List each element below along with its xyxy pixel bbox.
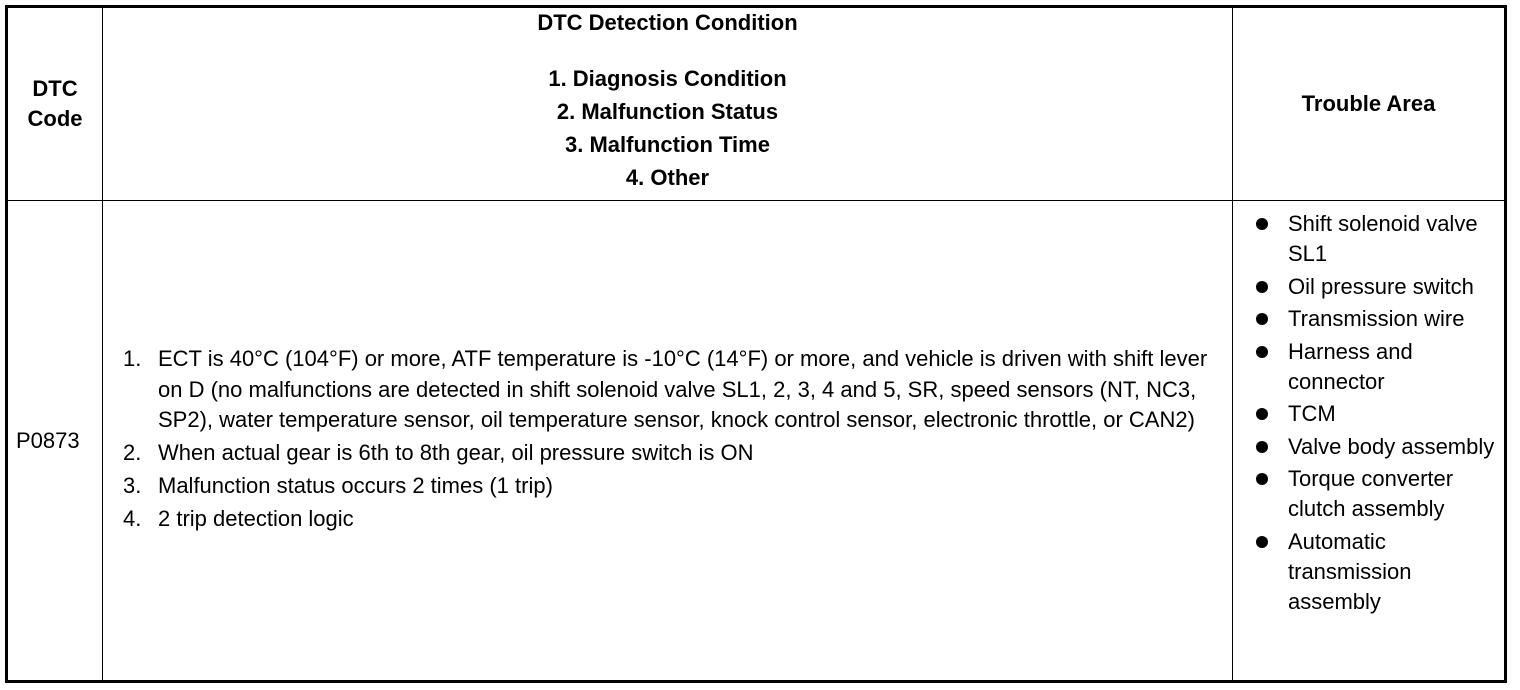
legend-item: 2. Malfunction Status	[556, 99, 779, 124]
trouble-area-text: Oil pressure switch	[1288, 273, 1474, 299]
condition-list	[103, 344, 1232, 535]
list-item	[1251, 304, 1504, 334]
trouble-area-list	[1233, 209, 1504, 617]
detection-condition-header	[103, 7, 1233, 201]
condition-number: 2.	[123, 440, 142, 465]
condition-item	[123, 471, 1224, 502]
condition-text: ECT is 40°C (104°F) or more, ATF temperature is -10°C (14°F) or more, and vehicle is driven with shift lever on D (no malfunctions are detected in shift solenoid valve SL1, 2, 3, 4 and 5, SR, speed sensors (NT, NC3, SP2), water temperature sensor, oil temperature sensor, knock control sensor, electronic throttle, or CAN2)	[158, 346, 1208, 432]
bullet-icon	[1251, 432, 1288, 462]
bullet-icon	[1251, 399, 1288, 429]
bullet-icon	[1251, 527, 1288, 617]
trouble-area-cell	[1233, 201, 1506, 682]
trouble-area-text: Transmission wire	[1288, 306, 1465, 331]
detection-condition-title: DTC Detection Condition	[537, 10, 798, 35]
trouble-area-text: Automatic transmission assembly	[1288, 528, 1412, 614]
bullet-icon	[1251, 209, 1288, 269]
legend-item: 4. Other	[625, 165, 710, 190]
trouble-area-header: Trouble Area	[1233, 7, 1506, 201]
dtc-code-header-line1: DTC	[32, 76, 78, 101]
list-item	[1251, 337, 1504, 397]
trouble-area-text: Harness and connector	[1288, 338, 1413, 394]
condition-text: Malfunction status occurs 2 times (1 trip)	[158, 473, 553, 498]
detection-condition-legend	[103, 62, 1232, 194]
detection-condition-cell	[103, 201, 1233, 682]
list-item	[1251, 399, 1504, 429]
trouble-area-text: Shift solenoid valve SL1	[1288, 211, 1478, 266]
header-row	[7, 7, 1506, 201]
condition-number: 4.	[123, 506, 142, 531]
trouble-area-text: Torque converter clutch assembly	[1288, 466, 1454, 521]
bullet-icon	[1251, 272, 1288, 302]
legend-item: 1. Diagnosis Condition	[548, 66, 787, 91]
list-item	[1251, 527, 1504, 617]
dtc-table	[5, 5, 1507, 683]
dtc-code-header-line2: Code	[27, 106, 83, 131]
dtc-code-header	[7, 7, 103, 201]
trouble-area-text: TCM	[1288, 401, 1336, 426]
dtc-code-cell: P0873	[7, 201, 103, 682]
condition-item	[123, 344, 1224, 436]
table-row	[7, 201, 1506, 682]
condition-number: 1.	[123, 346, 142, 371]
condition-number: 3.	[123, 473, 142, 498]
bullet-icon	[1251, 304, 1288, 334]
condition-text: 2 trip detection logic	[158, 506, 354, 531]
list-item	[1251, 432, 1504, 462]
condition-item	[123, 504, 1224, 535]
bullet-icon	[1251, 337, 1288, 397]
bullet-icon	[1251, 464, 1288, 524]
list-item	[1251, 209, 1504, 269]
legend-item: 3. Malfunction Time	[565, 132, 770, 157]
trouble-area-text: Valve body assembly	[1288, 433, 1495, 459]
list-item	[1251, 464, 1504, 524]
condition-item	[123, 438, 1224, 469]
list-item	[1251, 272, 1504, 302]
condition-text: When actual gear is 6th to 8th gear, oil pressure switch is ON	[158, 440, 754, 465]
